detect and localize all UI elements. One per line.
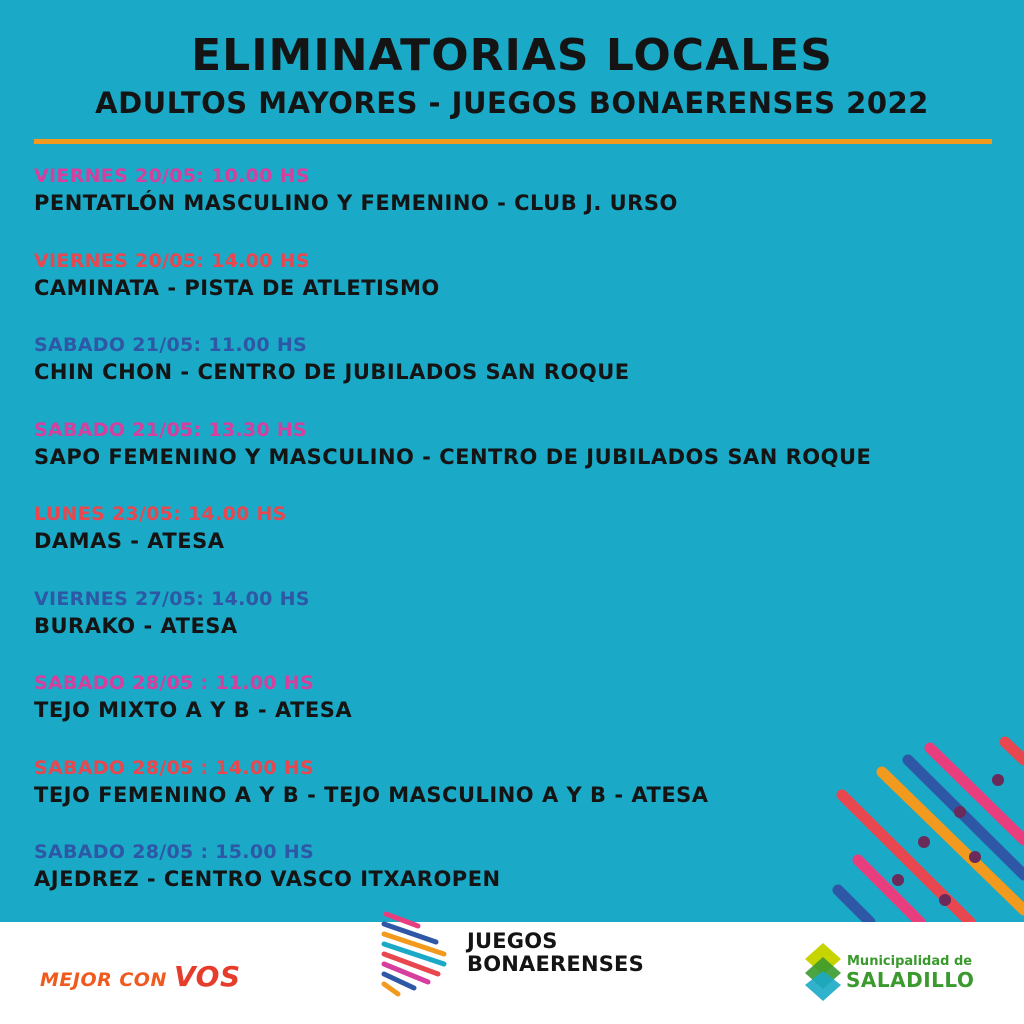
event-activity: TEJO FEMENINO A Y B - TEJO MASCULINO A Y B - ATESA (34, 782, 709, 807)
brand-line-2: BONAERENSES (467, 952, 644, 976)
municipality-name: SALADILLO (846, 968, 975, 992)
juegos-bonaerenses-logo-icon (378, 906, 450, 1002)
divider (34, 139, 992, 144)
event-activity: CHIN CHON - CENTRO DE JUBILADOS SAN ROQUE (34, 360, 630, 384)
event-date: VIERNES 27/05: 14.00 HS (34, 587, 310, 610)
slogan (40, 960, 241, 993)
saladillo-logo-icon (803, 943, 843, 1001)
event-date: SABADO 28/05 : 14.00 HS (34, 756, 314, 779)
slogan-emphasis: VOS (173, 960, 241, 993)
event-date: VIERNES 20/05: 14.00 HS (34, 249, 310, 272)
event-activity: TEJO MIXTO A Y B - ATESA (34, 698, 353, 722)
event-date: VIERNES 20/05: 10.00 HS (34, 165, 310, 187)
event-item (34, 249, 1014, 334)
page-subtitle: ADULTOS MAYORES - JUEGOS BONAERENSES 2022 (95, 86, 929, 120)
event-activity: SAPO FEMENINO Y MASCULINO - CENTRO DE JUBILADOS SAN ROQUE (34, 444, 872, 469)
municipality-label: Municipalidad de (847, 954, 973, 969)
event-date: LUNES 23/05: 14.00 HS (34, 503, 287, 525)
event-activity: PENTATLÓN MASCULINO Y FEMENINO - CLUB J. URSO (34, 191, 678, 215)
event-date: SABADO 21/05: 11.00 HS (34, 334, 308, 356)
event-date: SABADO 28/05 : 15.00 HS (34, 841, 314, 863)
event-item (34, 418, 1014, 503)
slogan-prefix: MEJOR CON (40, 969, 174, 991)
event-item (34, 502, 1014, 587)
event-item (34, 164, 1014, 249)
event-activity: AJEDREZ - CENTRO VASCO ITXAROPEN (34, 867, 501, 891)
event-item (34, 587, 1014, 672)
event-date: SABADO 21/05: 13.30 HS (34, 418, 308, 441)
brand-line-1: JUEGOS (467, 929, 558, 953)
event-activity: DAMAS - ATESA (34, 529, 225, 553)
event-date: SABADO 28/05 : 11.00 HS (34, 672, 314, 694)
brand-name (467, 930, 644, 976)
event-activity: BURAKO - ATESA (34, 613, 238, 638)
decorative-stripes (820, 730, 1024, 922)
event-activity: CAMINATA - PISTA DE ATLETISMO (34, 275, 440, 300)
event-item (34, 333, 1014, 418)
page-title: ELIMINATORIAS LOCALES (191, 30, 833, 81)
